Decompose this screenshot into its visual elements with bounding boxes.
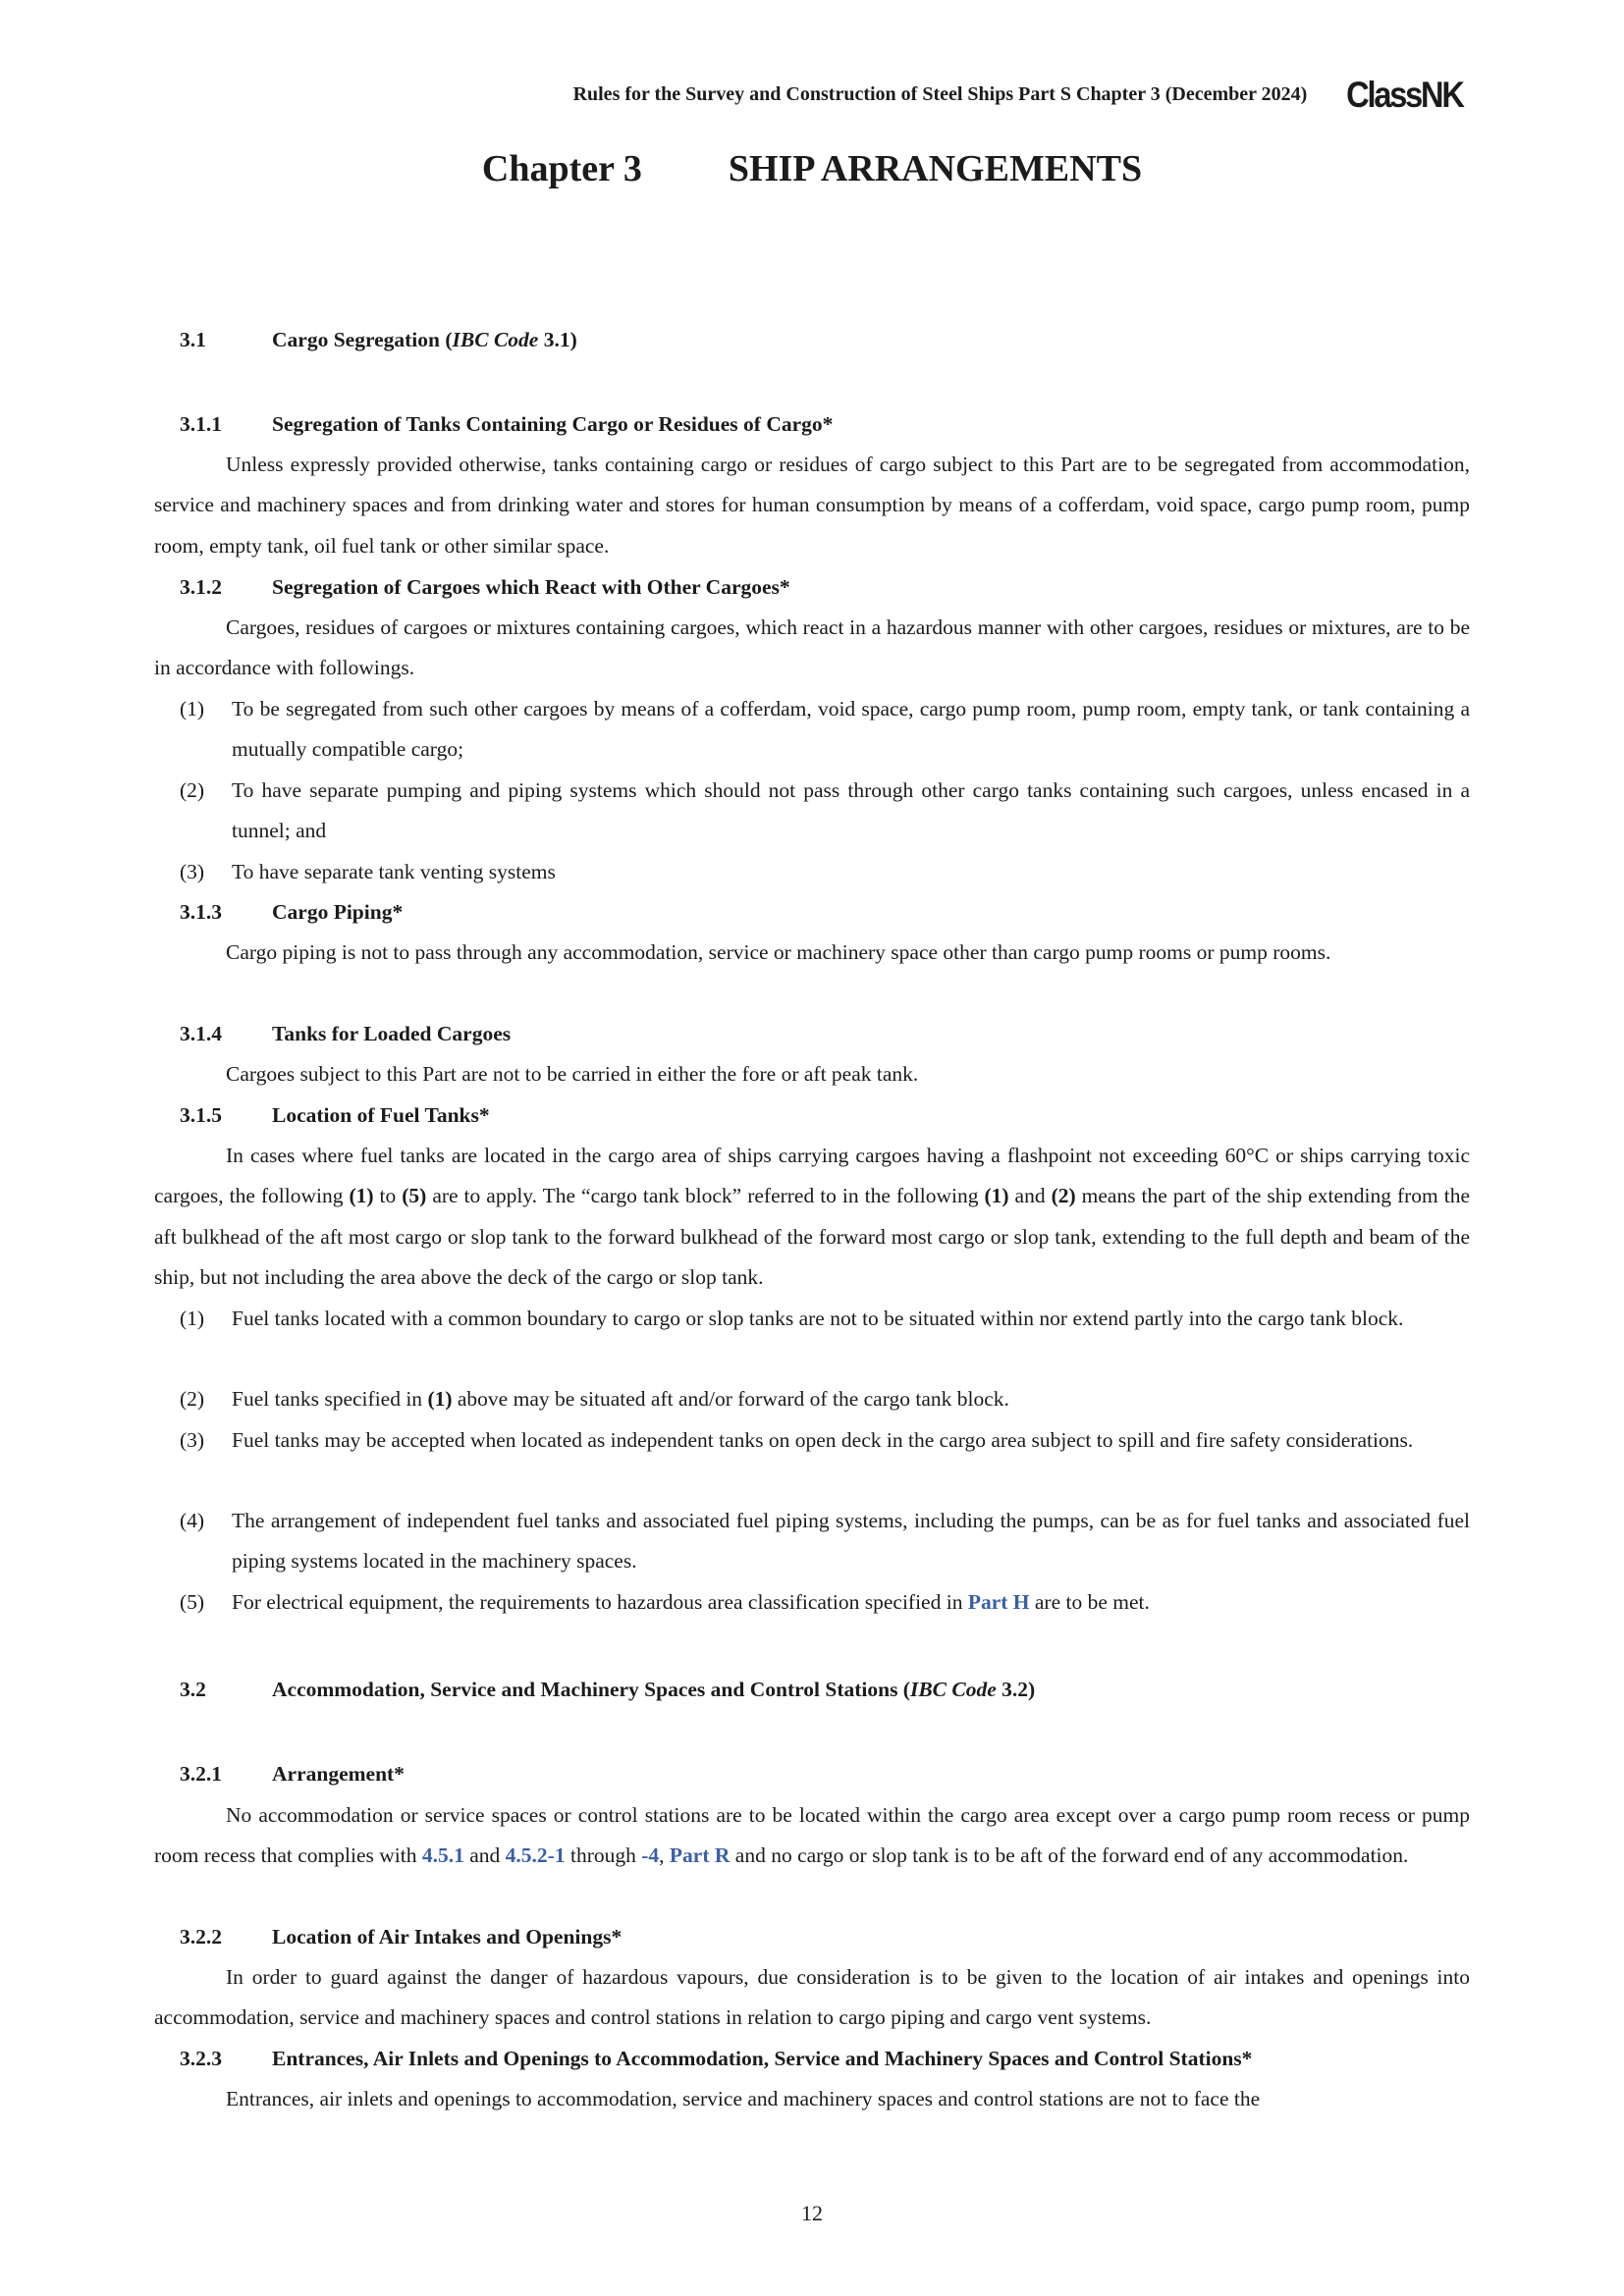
section-number: 3.1.3	[180, 900, 222, 924]
section-number: 3.2.1	[180, 1762, 222, 1786]
section-title: Cargo Piping*	[272, 900, 404, 924]
classnk-logo: ClassNK	[1346, 75, 1463, 115]
section-number: 3.1.1	[180, 412, 222, 436]
section-title: Location of Air Intakes and Openings*	[272, 1925, 623, 1949]
running-header-title: Rules for the Survey and Construction of Steel Ships Part S Chapter 3 (December 2024)	[572, 83, 1308, 105]
section-title: Segregation of Tanks Containing Cargo or Residues of Cargo*	[272, 412, 834, 436]
section-heading-3-1-1	[154, 404, 1470, 445]
paragraph-3-2-3: Entrances, air inlets and openings to accommodation, service and machinery spaces and control stations are not to face the	[226, 2087, 1261, 2110]
section-title: Entrances, Air Inlets and Openings to Accommodation, Service and Machinery Spaces and Control Stations*	[272, 2047, 1253, 2070]
section-number: 3.1.2	[180, 575, 222, 599]
paragraph-3-2-1: No accommodation or service spaces or control stations are to be located within the cargo area except over a cargo pump room recess or pump room recess that complies with 4.5.1 and 4.5.2-1 through -4, Part R and no cargo or slop tank is to be aft of the forward end of any accommodation.	[154, 1803, 1470, 1868]
section-heading-3-1-3	[154, 892, 1470, 933]
section-heading-3-1-4	[154, 1014, 1470, 1054]
link-4-5-2-1[interactable]: 4.5.2-1	[505, 1843, 566, 1868]
item-text: The arrangement of independent fuel tanks and associated fuel piping systems, including the pumps, can be as for fuel tanks and associated fuel piping systems located in the machinery spaces.	[232, 1509, 1470, 1574]
section-number: 3.1.4	[180, 1022, 222, 1045]
section-heading-3-1-2	[154, 567, 1470, 608]
section-heading-3-1	[154, 320, 1470, 360]
item-text: Fuel tanks specified in (1) above may be situated aft and/or forward of the cargo tank block.	[232, 1387, 1009, 1411]
link-dash-4[interactable]: -4	[641, 1843, 660, 1868]
section-number: 3.2.2	[180, 1925, 222, 1949]
section-heading-3-2-1	[154, 1754, 1470, 1794]
section-number: 3.1.5	[180, 1103, 222, 1127]
item-text: Fuel tanks located with a common boundary to cargo or slop tanks are not to be situated within nor extend partly into the cargo tank block.	[232, 1307, 1404, 1330]
section-title: Tanks for Loaded Cargoes	[272, 1022, 512, 1045]
section-title: Segregation of Cargoes which React with Other Cargoes*	[272, 575, 790, 599]
item-marker: (2)	[180, 1387, 205, 1411]
section-heading-3-2-2	[154, 1917, 1470, 1957]
item-marker: (4)	[180, 1509, 205, 1532]
section-title: Cargo Segregation (IBC Code 3.1)	[272, 328, 577, 351]
paragraph-3-1-5: In cases where fuel tanks are located in the cargo area of ships carrying cargoes having a flashpoint not exceeding 60°C or ships carrying toxic cargoes, the following (1) to (5) are to apply. The “cargo tank block” referred to in the following (1) and (2) means the part of the ship extending from the aft bulkhead of the aft most cargo or slop tank to the forward bulkhead of the forward most cargo or slop tank, extending to the full depth and beam of the ship, but not including the area above the deck of the cargo or slop tank.	[154, 1144, 1471, 1290]
section-number: 3.2.3	[180, 2047, 222, 2070]
chapter-title: SHIP ARRANGEMENTS	[728, 148, 1143, 189]
page-number: 12	[801, 2201, 823, 2225]
section-heading-3-1-5	[154, 1095, 1470, 1136]
chapter-label: Chapter 3	[481, 148, 642, 189]
section-title: Accommodation, Service and Machinery Spaces and Control Stations (IBC Code 3.2)	[272, 1678, 1036, 1701]
section-heading-3-2-3	[154, 2039, 1470, 2079]
chapter-heading	[0, 147, 1624, 190]
paragraph-3-1-3: Cargo piping is not to pass through any accommodation, service or machinery space other than cargo pump rooms or pump rooms.	[226, 940, 1331, 964]
item-marker: (2)	[180, 778, 205, 802]
item-text: For electrical equipment, the requirements to hazardous area classification specified in Part H are to be met.	[232, 1590, 1150, 1614]
page-header	[0, 77, 1463, 113]
item-marker: (5)	[180, 1590, 205, 1614]
list-item-3-1-5-4	[154, 1501, 1470, 1582]
section-title: Arrangement*	[272, 1762, 405, 1786]
item-text: To be segregated from such other cargoes by means of a cofferdam, void space, cargo pump room, pump room, empty tank, or tank containing a mutually compatible cargo;	[232, 697, 1470, 762]
list-item-3-1-5-2	[154, 1379, 1470, 1419]
item-marker: (1)	[180, 697, 205, 721]
item-marker: (1)	[180, 1307, 205, 1330]
section-title: Location of Fuel Tanks*	[272, 1103, 490, 1127]
item-marker: (3)	[180, 1428, 205, 1452]
section-number: 3.2	[180, 1678, 206, 1701]
item-text: To have separate pumping and piping systems which should not pass through other cargo tanks containing such cargoes, unless encased in a tunnel; and	[232, 778, 1470, 843]
list-item-3-1-2-3	[154, 852, 1470, 892]
paragraph-3-1-2: Cargoes, residues of cargoes or mixtures containing cargoes, which react in a hazardous manner with other cargoes, residues or mixtures, are to be in accordance with followings.	[154, 615, 1470, 680]
list-item-3-1-5-3	[154, 1420, 1470, 1461]
link-4-5-1[interactable]: 4.5.1	[421, 1843, 464, 1868]
item-marker: (3)	[180, 860, 205, 883]
paragraph-3-1-4: Cargoes subject to this Part are not to be carried in either the fore or aft peak tank.	[226, 1062, 919, 1086]
section-heading-3-2	[154, 1670, 1470, 1710]
list-item-3-1-5-1	[154, 1299, 1470, 1339]
item-text: To have separate tank venting systems	[232, 860, 556, 883]
link-part-h[interactable]: Part H	[967, 1590, 1030, 1614]
list-item-3-1-2-1	[154, 689, 1470, 771]
section-number: 3.1	[180, 328, 206, 351]
list-item-3-1-2-2	[154, 771, 1470, 852]
paragraph-3-2-2: In order to guard against the danger of hazardous vapours, due consideration is to be given to the location of air intakes and openings into accommodation, service and machinery spaces and control stations in relation to cargo piping and cargo vent systems.	[154, 1965, 1470, 2030]
list-item-3-1-5-5	[154, 1582, 1470, 1623]
link-part-r[interactable]: Part R	[669, 1843, 731, 1868]
item-text: Fuel tanks may be accepted when located as independent tanks on open deck in the cargo area subject to spill and fire safety considerations.	[232, 1428, 1414, 1452]
paragraph-3-1-1: Unless expressly provided otherwise, tanks containing cargo or residues of cargo subject to this Part are to be segregated from accommodation, service and machinery spaces and from drinking water and stores for human consumption by means of a cofferdam, void space, cargo pump room, pump room, empty tank, oil fuel tank or other similar space.	[154, 453, 1470, 558]
